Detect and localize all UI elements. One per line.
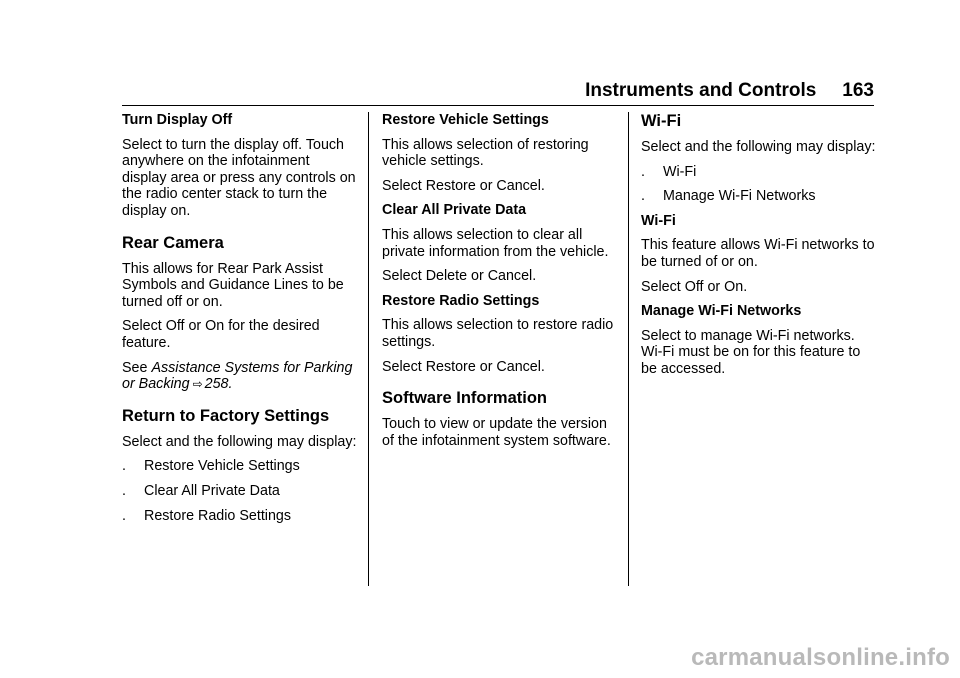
page-number: 163 [842, 80, 874, 101]
see-prefix: See [122, 359, 148, 376]
paragraph: This allows selection of restoring vehicle settings. [382, 136, 589, 170]
subheading-clear-private: Clear All Private Data [382, 202, 527, 219]
page-arrow-icon: ⇨ [192, 377, 203, 392]
heading-rear-camera: Rear Camera [122, 233, 224, 252]
subheading-restore-radio: Restore Radio Settings [382, 292, 540, 309]
column-divider-2 [628, 112, 629, 586]
paragraph: Select Restore or Cancel. [382, 177, 545, 194]
column-divider-1 [368, 112, 369, 586]
paragraph: Select and the following may display: [122, 433, 357, 450]
reference-link[interactable]: Assistance Systems for Parking or Backing [122, 359, 353, 393]
heading-software-info: Software Information [382, 389, 548, 408]
paragraph: Select Off or On. [641, 278, 748, 295]
section-title: Instruments and Controls [585, 80, 817, 101]
cross-reference [122, 360, 358, 393]
paragraph: This allows selection to restore radio settings. [382, 317, 614, 350]
subheading-wifi: Wi-Fi [641, 212, 676, 229]
column-1 [122, 112, 358, 532]
paragraph: This allows selection to clear all private information from the vehicle. [382, 226, 609, 260]
paragraph: Select Restore or Cancel. [382, 358, 545, 375]
subheading-restore-vehicle: Restore Vehicle Settings [382, 112, 549, 128]
paragraph: Select Delete or Cancel. [382, 268, 537, 285]
paragraph: Select and the following may display: [641, 139, 876, 155]
paragraph: Select Off or On for the desired feature. [122, 318, 320, 351]
column-3 [641, 112, 877, 386]
subheading-turn-display-off: Turn Display Off [122, 112, 233, 128]
list-item: . Restore Radio Settings [122, 507, 292, 524]
bullet-icon: . [122, 458, 126, 475]
bullet-icon: . [641, 163, 645, 180]
paragraph: This allows for Rear Park Assist Symbols and Guidance Lines to be turned off or on. [122, 260, 344, 310]
paragraph: Touch to view or update the version of the infotainment system software. [382, 416, 611, 449]
heading-return-factory: Return to Factory Settings [122, 406, 330, 425]
bullet-icon: . [641, 188, 645, 205]
heading-wifi: Wi-Fi [641, 112, 682, 130]
paragraph: This feature allows Wi-Fi networks to be turned of or on. [641, 237, 875, 270]
watermark: carmanualsonline.info [691, 644, 950, 671]
reference-page[interactable]: 258. [204, 376, 233, 393]
list-item: . Manage Wi-Fi Networks [641, 188, 816, 205]
subheading-manage-wifi: Manage Wi-Fi Networks [641, 303, 802, 320]
list-item: . Restore Vehicle Settings [122, 458, 300, 475]
bullet-icon: . [122, 507, 126, 524]
paragraph: Select to manage Wi-Fi networks. Wi-Fi must be on for this feature to be accessed. [641, 327, 861, 377]
header-rule [122, 105, 874, 106]
page-header [585, 80, 874, 102]
column-2 [382, 112, 618, 457]
list-item: . Wi-Fi [641, 163, 697, 180]
paragraph: Select to turn the display off. Touch anywhere on the infotainment display area or press any controls on the radio center stack to turn the display on. [122, 136, 356, 219]
bullet-icon: . [122, 482, 126, 499]
list-item: . Clear All Private Data [122, 482, 280, 499]
